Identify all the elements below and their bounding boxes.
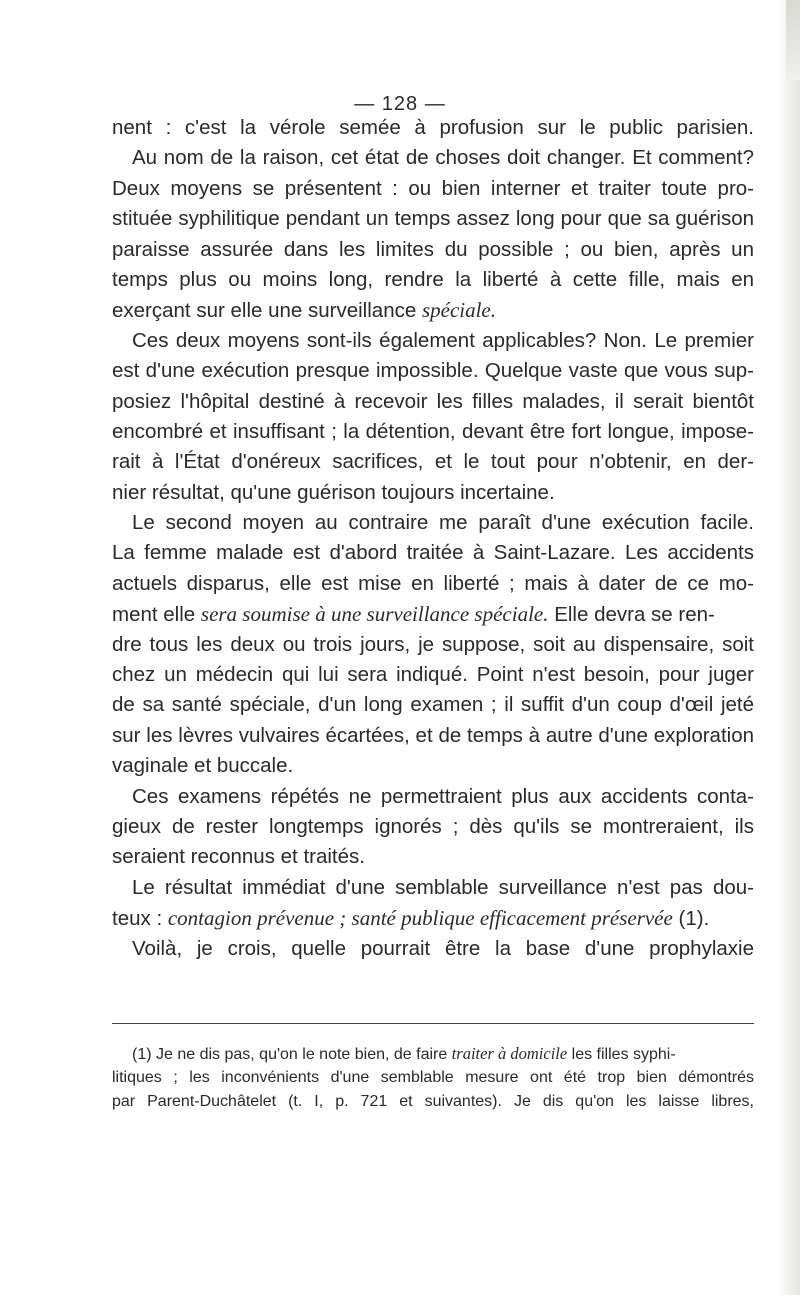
text-line: Le second moyen au contraire me paraît d'une exécution facile. <box>132 511 754 535</box>
text-line: Voilà, je crois, quelle pourrait être la base d'une prophylaxie <box>132 936 754 960</box>
page-number: — 128 — <box>354 93 446 115</box>
footnote-line <box>112 1042 754 1066</box>
text-run: teux : <box>112 907 163 931</box>
italic-run: sera soumise à une surveillance spéciale. <box>200 602 549 627</box>
text-line: seraient reconnus et traités. <box>112 845 365 869</box>
text-line: rait à l'État d'onéreux sacrifices, et le tout pour n'obtenir, en der- <box>112 450 754 474</box>
text-line: Ces examens répétés ne permettraient plus aux accidents conta- <box>132 784 754 808</box>
text-line: gieux de rester longtemps ignorés ; dès qu'ils se montreraient, ils <box>112 814 754 838</box>
italic-run: contagion prévenue ; santé publique efficacement préservée <box>167 906 673 931</box>
text-line: chez un médecin qui lui sera indiqué. Point n'est besoin, pour juger <box>112 663 754 687</box>
text-line: de sa santé spéciale, d'un long examen ; il suffit d'un coup d'œil jeté <box>112 693 754 717</box>
text-line: nent : c'est la vérole semée à profusion sur le public parisien. <box>112 116 754 139</box>
text-run: ment elle <box>112 603 196 627</box>
text-line: La femme malade est d'abord traitée à Saint-Lazare. Les accidents <box>112 541 754 565</box>
page-edge-shadow <box>778 0 800 1295</box>
text-line: stituée syphilitique pendant un temps assez long pour que sa guérison <box>112 207 754 231</box>
page-corner-shadow <box>786 0 800 80</box>
text-line: Deux moyens se présentent : ou bien interner et traiter toute pro- <box>112 176 754 200</box>
text-line: encombré et insuffisant ; la détention, devant être fort longue, impose- <box>112 419 754 443</box>
text-line <box>112 295 754 325</box>
text-line: actuels disparus, elle est mise en liberté ; mais à dater de ce mo- <box>112 571 754 595</box>
text-line: Au nom de la raison, cet état de choses doit changer. Et comment? <box>132 146 754 170</box>
text-line: vaginale et buccale. <box>112 754 294 778</box>
text-line: Le résultat immédiat d'une semblable surveillance n'est pas dou- <box>132 875 754 899</box>
footnote <box>112 1042 754 1115</box>
text-line: posiez l'hôpital destiné à recevoir les filles malades, il serait bientôt <box>112 389 754 413</box>
footnote-line: par Parent-Duchâtelet (t. I, p. 721 et suivantes). Je dis qu'on les laisse libres, <box>112 1093 754 1111</box>
text-line: dre tous les deux ou trois jours, je suppose, soit au dispensaire, soit <box>112 632 754 656</box>
italic-run: traiter à domicile <box>451 1044 568 1063</box>
text-run: Elle devra se ren- <box>554 603 715 627</box>
text-run: (1) Je ne dis pas, qu'on le note bien, de faire <box>132 1046 448 1063</box>
text-line: est d'une exécution presque impossible. Quelque vaste que vous sup- <box>112 359 754 383</box>
footnote-rule <box>112 1023 754 1024</box>
footnote-marker: (1). <box>678 907 710 931</box>
text-line: temps plus ou moins long, rendre la liberté à cette fille, mais en <box>112 267 754 291</box>
text-line: sur les lèvres vulvaires écartées, et de temps à autre d'une exploration <box>112 723 754 747</box>
text-line <box>112 599 754 629</box>
body-text <box>112 113 754 964</box>
footnote-line: litiques ; les inconvénients d'une semblable mesure ont été trop bien démontrés <box>112 1069 754 1087</box>
text-line: nier résultat, qu'une guérison toujours incertaine. <box>112 480 555 504</box>
text-line: Ces deux moyens sont-ils également applicables? Non. Le premier <box>132 328 754 352</box>
text-run: exerçant sur elle une surveillance <box>112 299 417 323</box>
text-run: les filles syphi- <box>571 1046 676 1063</box>
italic-run: spéciale. <box>421 298 497 323</box>
text-line <box>112 903 754 933</box>
text-line: paraisse assurée dans les limites du possible ; ou bien, après un <box>112 237 754 261</box>
